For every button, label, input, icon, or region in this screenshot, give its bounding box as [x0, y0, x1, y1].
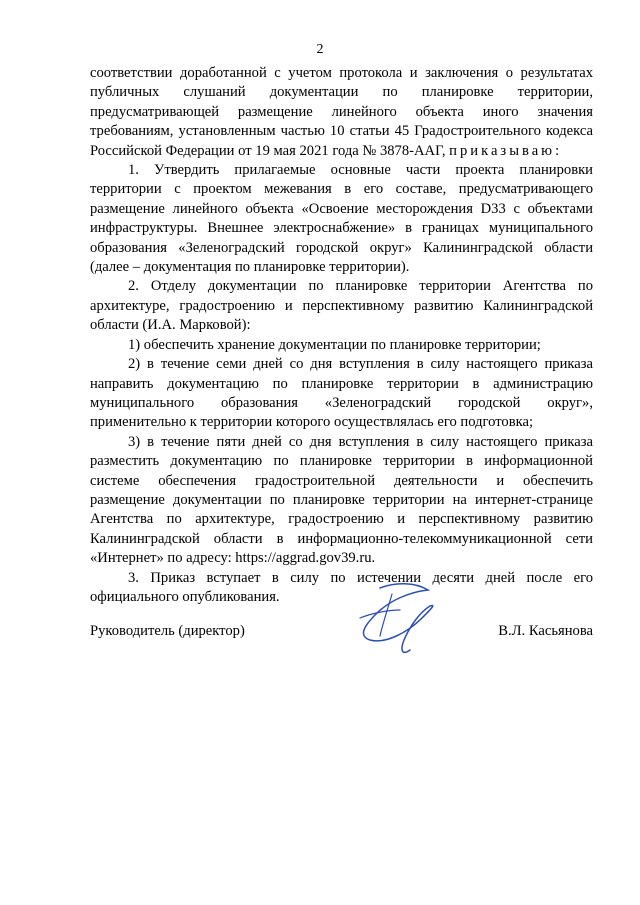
intro-paragraph	[90, 64, 593, 161]
paragraph-2: 2. Отделу документации по планировке территории Агентства по архитектуре, градостроению и перспективному развитию Калининградской области (И.А. Марковой):	[90, 278, 593, 334]
subitem-1: 1) обеспечить хранение документации по планировке территории;	[128, 336, 541, 353]
document-body	[90, 64, 593, 607]
subitem-3: 3) в течение пяти дней со дня вступления в силу настоящего приказа разместить документацию по планировке территории в информационной системе обеспечения градостроительной деятельности и обеспечить размещение документации по планировке территории на интернет-странице Агентства по архитектуре, градостроению и перспективному развитию Калининградской области в информационно-телекоммуникационной сети «Интернет» по адресу: https://aggrad.gov39.ru.	[90, 433, 593, 567]
handwritten-signature	[340, 574, 450, 664]
page-number: 2	[316, 42, 324, 57]
subitem-2: 2) в течение семи дней со дня вступления в силу настоящего приказа направить документацию по планировке территории в администрацию муниципального образования «Зеленоградский городской округ», применительно к территории которого осуществлялась его подготовка;	[90, 356, 593, 431]
intro-text: соответствии доработанной с учетом протокола и заключения о результатах публичных слушаний документации по планировке территории, предусматривающей размещение линейного объекта иного значения требованиям, установленным частью 10 статьи 45 Градостроительного кодекса Российской Федерации от 19 мая 2021 года № 3878-ААГ,	[90, 65, 593, 159]
paragraph-1: 1. Утвердить прилагаемые основные части проекта планировки территории с проектом межевания в его составе, предусматривающего размещение линейного объекта «Освоение месторождения D33 с объектами инфраструктуры. Внешнее электроснабжение» в границах муниципального образования «Зеленоградский городской округ» Калининградской области (далее – документация по планировке территории).	[90, 162, 593, 276]
signer-name: В.Л. Касьянова	[498, 623, 593, 639]
signature-block	[90, 622, 593, 646]
signer-title: Руководитель (директор)	[90, 623, 245, 639]
paragraph-3: 3. Приказ вступает в силу по истечении десяти дней после его официального опубликования.	[90, 569, 593, 605]
order-word: приказываю:	[449, 142, 563, 159]
